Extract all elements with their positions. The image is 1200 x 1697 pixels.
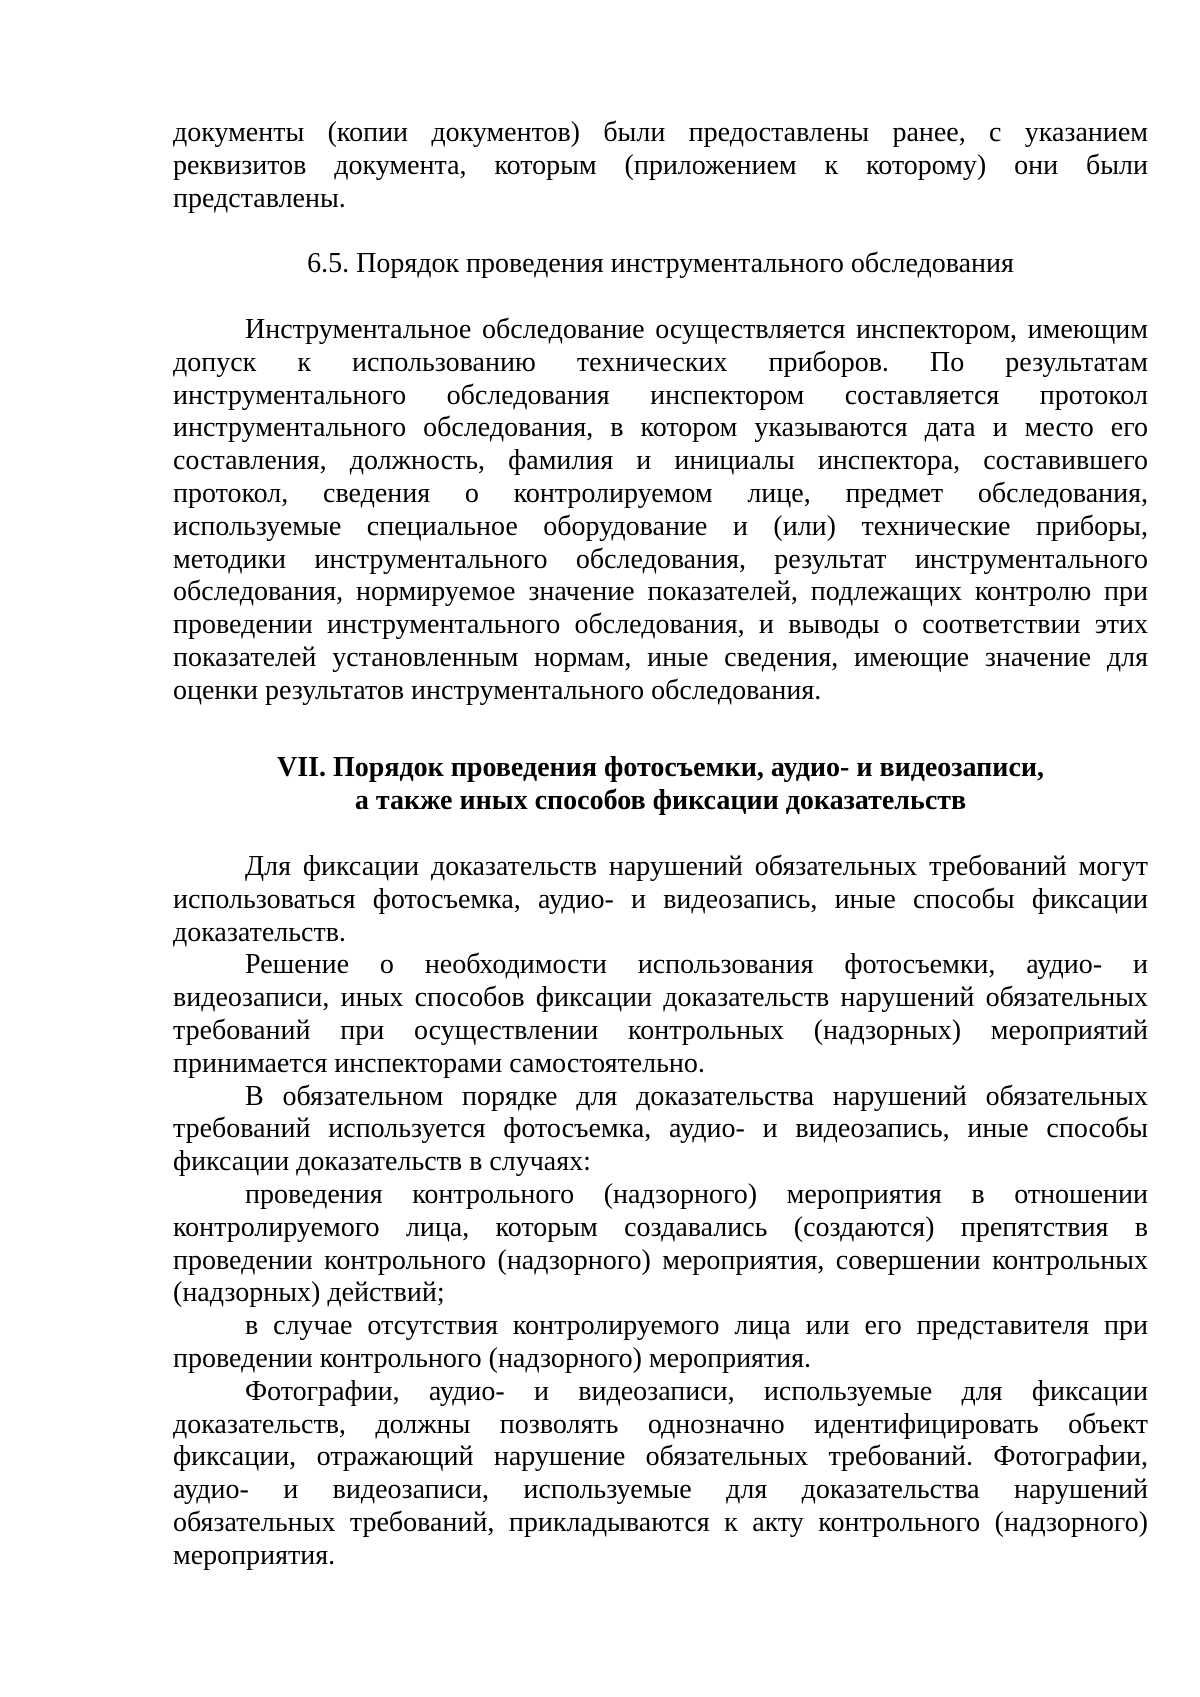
- section-paragraph: в случае отсутствия контролируемого лица или его представителя при проведении контрольного (надзорного) мероприятия.: [173, 1310, 1148, 1374]
- section-body: [173, 851, 1148, 1573]
- section-heading-line-1: VII. Порядок проведения фотосъемки, аудио- и видеозаписи,: [276, 752, 1045, 783]
- section-heading-line-2: а также иных способов фиксации доказательств: [354, 784, 967, 816]
- section-paragraph: Решение о необходимости использования фотосъемки, аудио- и видеозаписи, иных способов фиксации доказательств нарушений обязательных требований при осуществлении контрольных (надзорных) мероприятий принимается инспекторами самостоятельно.: [173, 949, 1148, 1079]
- section-paragraph: Фотографии, аудио- и видеозаписи, используемые для фиксации доказательств, должны позволять однозначно идентифицировать объект фиксации, отражающий нарушение обязательных требований. Фотографии, аудио- и видеозаписи, используемые для доказательства нарушений обязательных требований, прикладываются к акту контрольного (надзорного) мероприятия.: [173, 1375, 1148, 1571]
- intro-paragraph-block: [173, 117, 1148, 215]
- section-heading: [173, 752, 1148, 818]
- instrumental-paragraph: Инструментальное обследование осуществляется инспектором, имеющим допуск к использованию технических приборов. По результатам инструментального обследования инспектором составляется протокол инструментального обследования, в котором указываются дата и место его составления, должность, фамилия и инициалы инспектора, составившего протокол, сведения о контролируемом лице, предмет обследования, используемые специальное оборудование и (или) технические приборы, методики инструментального обследования, результат инструментального обследования, нормируемое значение показателей, подлежащих контролю при проведении инструментального обследования, и выводы о соответствии этих показателей установленным нормам, иные сведения, имеющие значение для оценки результатов инструментального обследования.: [173, 314, 1148, 706]
- instrumental-paragraph-block: [173, 314, 1148, 708]
- section-paragraph: Для фиксации доказательств нарушений обязательных требований могут использоваться фотосъемка, аудио- и видеозапись, иные способы фиксации доказательств.: [173, 851, 1148, 948]
- section-paragraph: В обязательном порядке для доказательства нарушений обязательных требований используется фотосъемка, аудио- и видеозапись, иные способы фиксации доказательств в случаях:: [173, 1080, 1148, 1178]
- section-paragraph: проведения контрольного (надзорного) мероприятия в отношении контролируемого лица, которым создавались (создаются) препятствия в проведении контрольного (надзорного) мероприятия, совершении контрольных (надзорных) действий;: [173, 1178, 1148, 1309]
- intro-paragraph: документы (копии документов) были предоставлены ранее, с указанием реквизитов документа, которым (приложением к которому) они были представлены.: [173, 117, 1148, 214]
- subsection-heading: 6.5. Порядок проведения инструментального обследования: [307, 248, 1014, 279]
